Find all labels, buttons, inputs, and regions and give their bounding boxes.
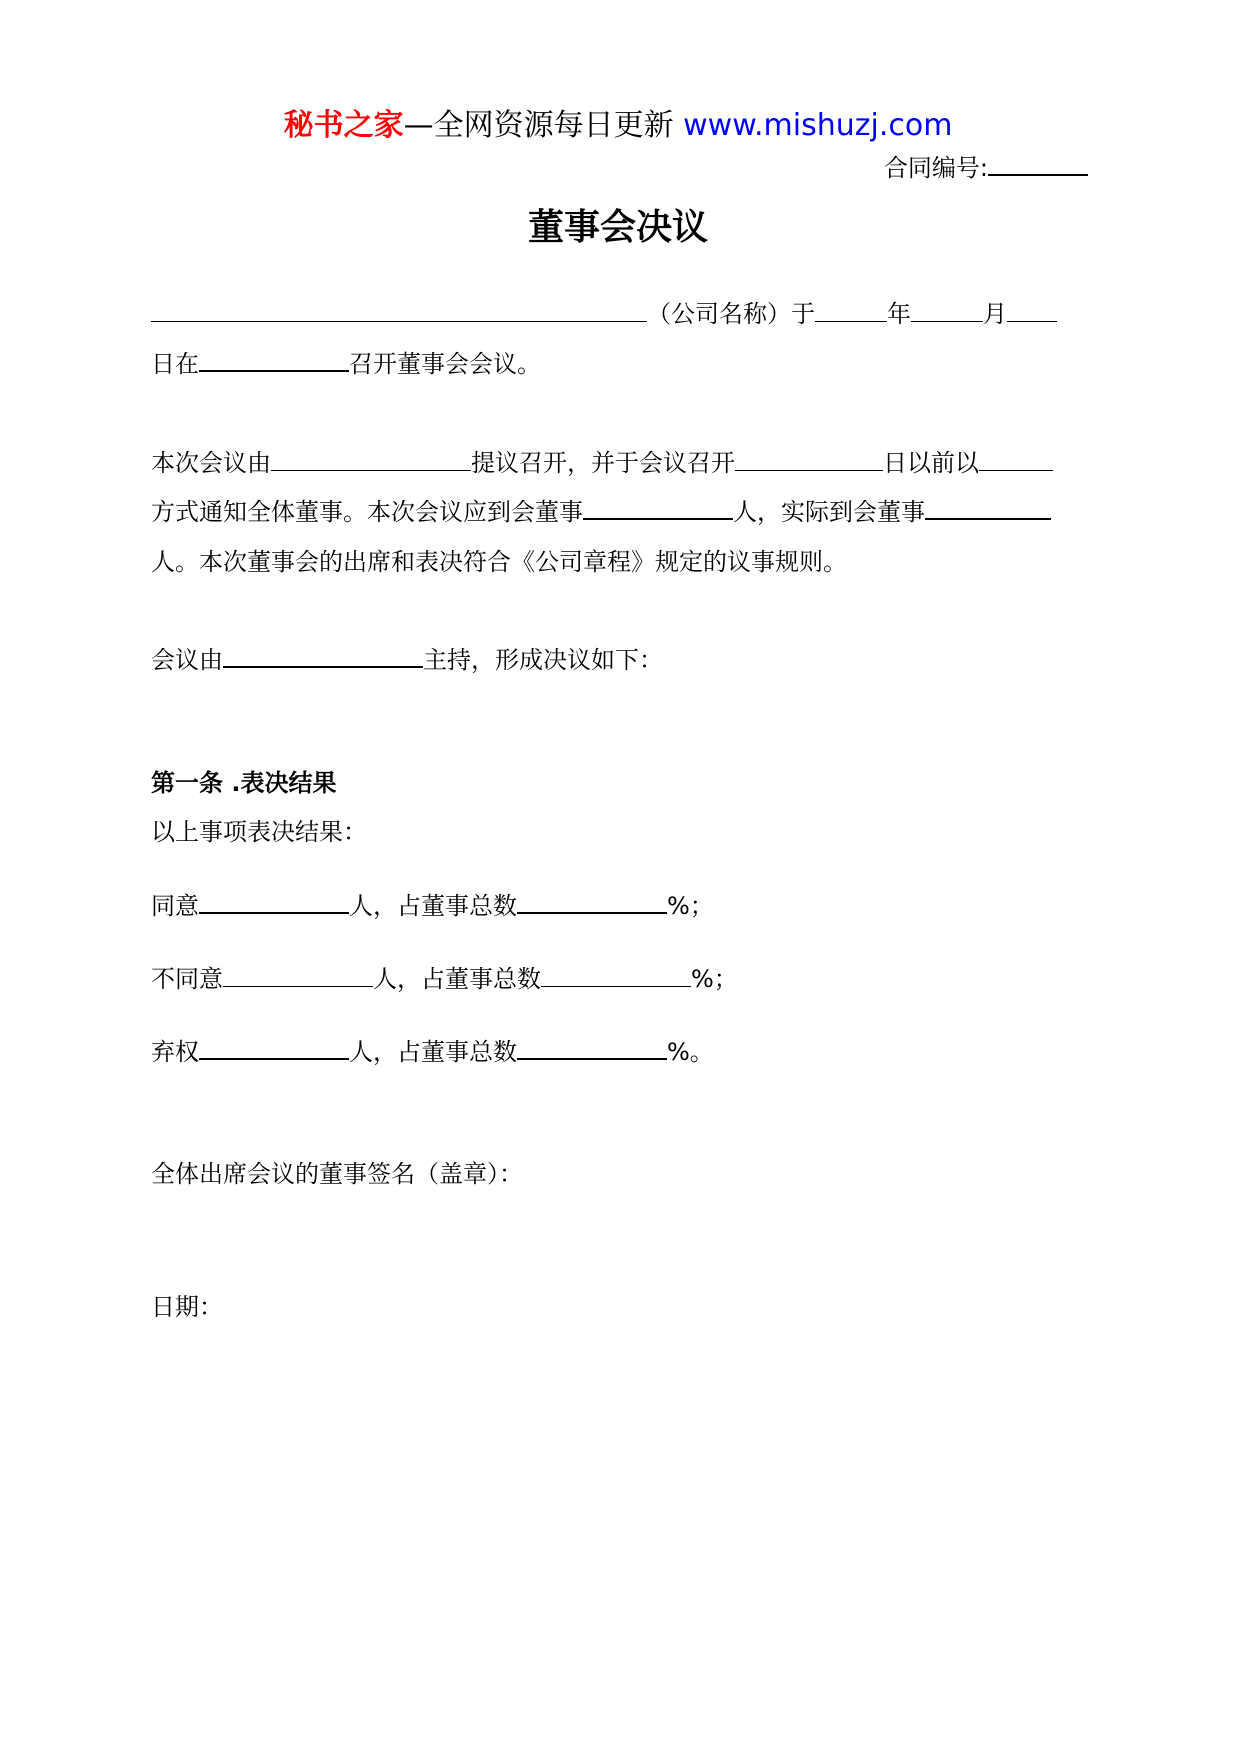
- vote-intro-label: 以上事项表决结果：: [151, 818, 367, 846]
- year-blank[interactable]: [815, 299, 887, 322]
- section1-title: 第一条 .表决结果: [151, 769, 337, 797]
- company-label: （公司名称）于: [647, 300, 815, 328]
- para1-line2: [151, 347, 1076, 381]
- date-line: [151, 1290, 1076, 1324]
- company-name-blank[interactable]: [151, 299, 647, 322]
- signature-line: [151, 1157, 1076, 1191]
- actual-directors-blank[interactable]: [925, 496, 1051, 520]
- section1-intro: [151, 815, 1076, 849]
- disagree-pct-label: %；: [691, 965, 738, 993]
- watermark-url[interactable]: www.mishuzj.com: [683, 108, 953, 143]
- agree-pct-label: %；: [667, 892, 714, 920]
- abstain-ratio-label: 人，占董事总数: [349, 1038, 517, 1066]
- disagree-label: 不同意: [151, 965, 223, 993]
- date-label: 日期：: [151, 1293, 223, 1321]
- agree-ratio-label: 人，占董事总数: [349, 892, 517, 920]
- month-label: 月: [983, 300, 1007, 328]
- month-blank[interactable]: [911, 299, 983, 322]
- para3-line: [151, 643, 1076, 677]
- abstain-pct-label: %。: [667, 1038, 714, 1066]
- abstain-percent-blank[interactable]: [517, 1036, 667, 1060]
- signature-label: 全体出席会议的董事签名（盖章）：: [151, 1160, 523, 1188]
- para2-line2: [151, 495, 1076, 529]
- abstain-label: 弃权: [151, 1038, 199, 1066]
- proposed-label: 提议召开，并于会议召开: [471, 449, 735, 477]
- watermark-banner: [0, 106, 1236, 146]
- expected-directors-blank[interactable]: [583, 496, 733, 520]
- notice-method-blank[interactable]: [979, 448, 1053, 471]
- venue-blank[interactable]: [199, 348, 349, 372]
- para1-line1: [151, 297, 1076, 331]
- contract-number-label: 合同编号:: [883, 154, 988, 182]
- para2-line3: [151, 545, 1076, 579]
- watermark-brand: 秘书之家: [283, 108, 404, 143]
- watermark-text: —全网资源每日更新: [403, 108, 684, 143]
- vote-abstain-line: [151, 1035, 1076, 1069]
- notify-label: 方式通知全体董事。本次会议应到会董事: [151, 498, 583, 526]
- proposer-blank[interactable]: [271, 448, 471, 471]
- abstain-count-blank[interactable]: [199, 1036, 349, 1060]
- para2-line1: [151, 446, 1076, 480]
- notice-date-blank[interactable]: [735, 448, 883, 471]
- actual-label: 人，实际到会董事: [733, 498, 925, 526]
- contract-number: [884, 152, 1088, 184]
- day-blank[interactable]: [1007, 299, 1057, 322]
- host-label: 会议由: [151, 646, 223, 674]
- disagree-percent-blank[interactable]: [541, 964, 691, 987]
- host-rest-label: 主持，形成决议如下：: [423, 646, 663, 674]
- convene-label: 召开董事会会议。: [349, 350, 541, 378]
- contract-number-blank[interactable]: [988, 152, 1088, 176]
- agree-percent-blank[interactable]: [517, 890, 667, 914]
- disagree-ratio-label: 人，占董事总数: [373, 965, 541, 993]
- compliance-label: 人。本次董事会的出席和表决符合《公司章程》规定的议事规则。: [151, 548, 847, 576]
- host-blank[interactable]: [223, 644, 423, 668]
- year-label: 年: [887, 300, 911, 328]
- vote-agree-line: [151, 889, 1076, 923]
- before-label: 日以前以: [883, 449, 979, 477]
- proposer-label: 本次会议由: [151, 449, 271, 477]
- document-title: 董事会决议: [527, 207, 708, 248]
- agree-count-blank[interactable]: [199, 890, 349, 914]
- vote-disagree-line: [151, 962, 1076, 996]
- disagree-count-blank[interactable]: [223, 964, 373, 987]
- day-at-label: 日在: [151, 350, 199, 378]
- agree-label: 同意: [151, 892, 199, 920]
